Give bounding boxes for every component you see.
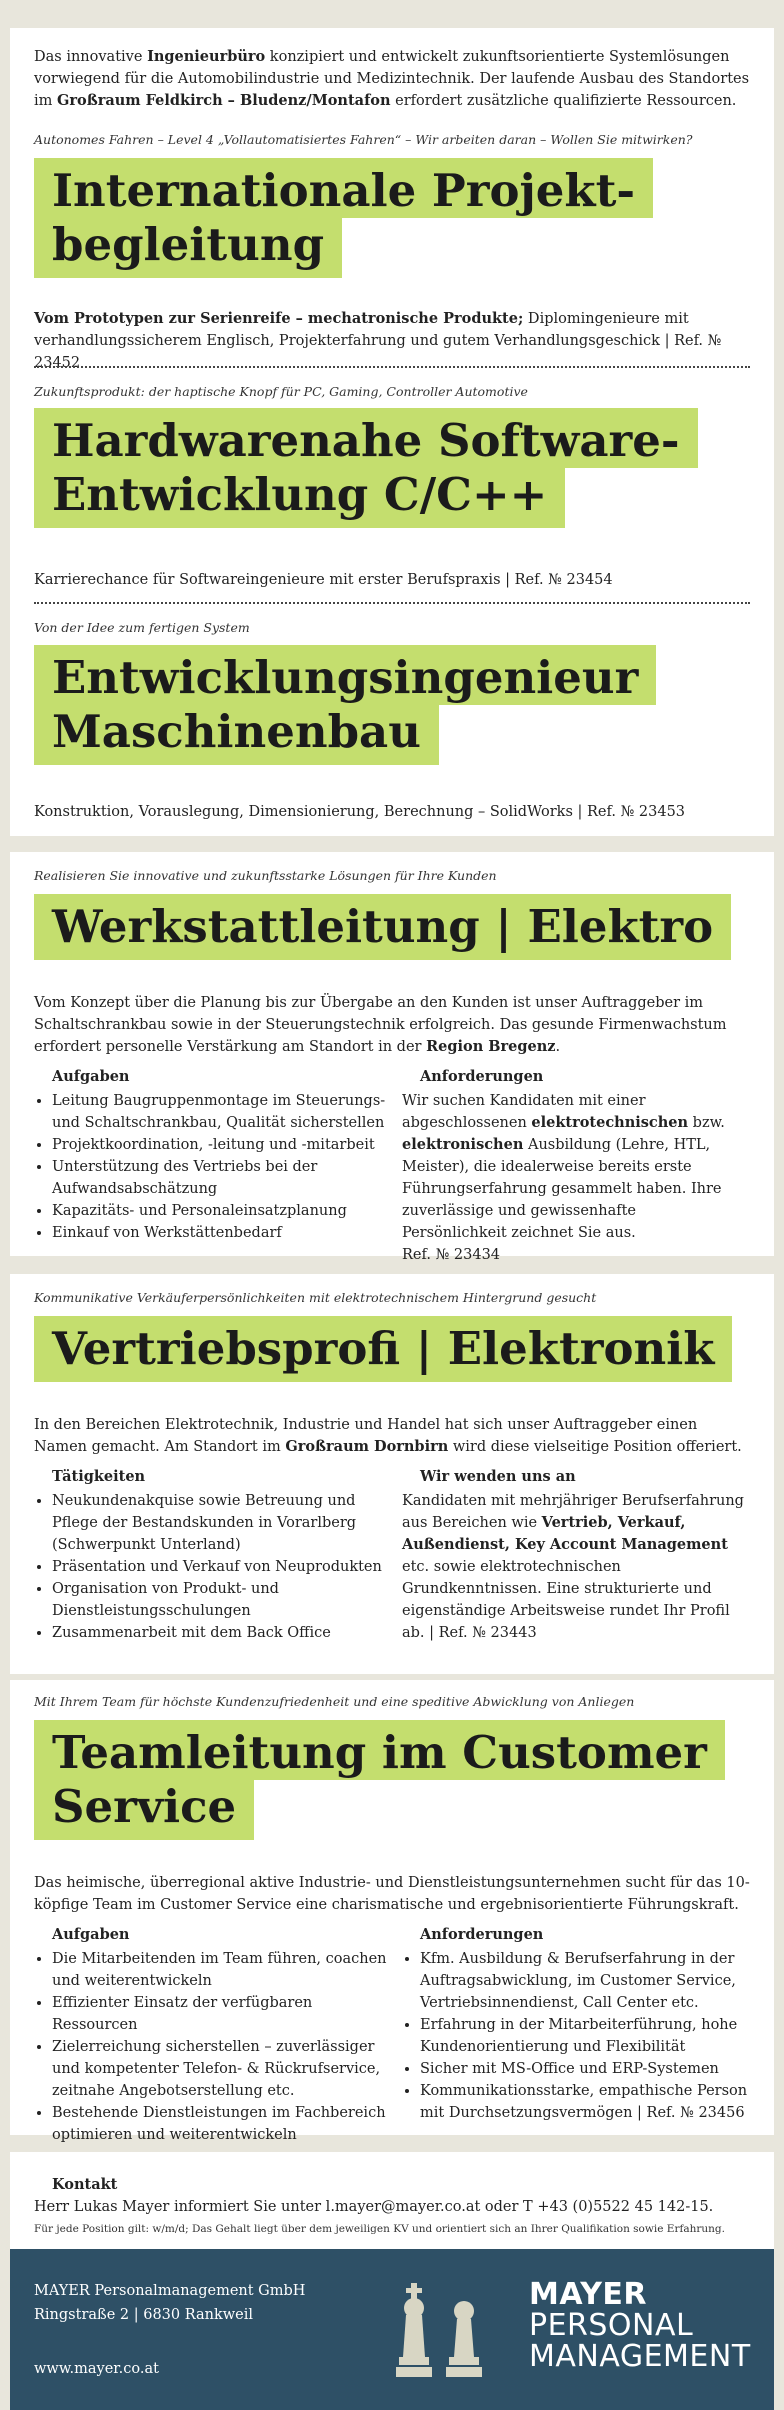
job5-activities: Tätigkeiten • Neukundenakquise sowie Betreuung und Pflege der Bestandskunden in Vorarlberg (Schwerpunkt Unterland) • Präsentation und Verkauf von Neuprodukten • Organisation von Produkt- und Dienstleistungsschulungen • Zusammenarbeit mit dem Back Office [34,1466,394,1644]
list-item: • Effizienter Einsatz der verfügbaren Ressourcen [52,1992,394,2036]
company-address: Ringstraße 2 | 6830 Rankweil [34,2307,254,2323]
logo-personal: PERSONAL [529,2308,694,2343]
job4-title: Werkstattleitung | Elektro [34,894,731,960]
top-band [0,0,784,28]
intro-text: Das innovative Ingenieurbüro konzipiert und entwickelt zukunftsorientierte Systemlösungen vorwiegend für die Automobilindustrie und Medizintechnik. Der laufende Ausbau des Standortes im Großraum Feldkirch – Bludenz/Montafon erfordert zusätzliche qualifizierte Ressourcen. [34,48,750,109]
contact-heading: Kontakt [52,2176,118,2193]
list-item: • Kapazitäts- und Personaleinsatzplanung [52,1200,394,1222]
list-item: • Einkauf von Werkstättenbedarf [52,1222,394,1244]
job3-title: Entwicklungsingenieur Maschinenbau [34,645,656,765]
job4-subtitle: Realisieren Sie innovative und zukunftsstarke Lösungen für Ihre Kunden [34,868,497,883]
list-item: • Die Mitarbeitenden im Team führen, coachen und weiterentwickeln [52,1948,394,1992]
divider [34,602,750,604]
logo-mayer: MAYER [529,2277,648,2312]
job4-intro: Vom Konzept über die Planung bis zur Übergabe an den Kunden ist unser Auftraggeber im Schaltschrankbau sowie in der Steuerungstechnik erfolgreich. Das gesunde Firmenwachstum erfordert personelle Verstärkung am Standort in der Region Bregenz. [34,995,727,1055]
contact-line: Herr Lukas Mayer informiert Sie unter l.mayer@mayer.co.at oder T +43 (0)5522 45 142-15. [34,2199,714,2215]
section-engineering [10,28,774,836]
list-item: • Erfahrung in der Mitarbeiterführung, hohe Kundenorientierung und Flexibilität [420,2014,752,2058]
section-vertriebsprofi [10,1274,774,1674]
list-item: • Sicher mit MS-Office und ERP-Systemen [420,2058,752,2080]
job6-requirements: Anforderungen • Kfm. Ausbildung & Berufserfahrung in der Auftragsabwicklung, im Customer Service, Vertriebsinnendienst, Call Center etc. • Erfahrung in der Mitarbeiterführung, hohe Kundenorientierung und Flexibilität • Sicher mit MS-Office und ERP-Systemen • Kommunikationsstarke, empathische Person mit Durchsetzungsvermögen | Ref. № 23456 [402,1924,752,2124]
list-item: • Kfm. Ausbildung & Berufserfahrung in der Auftragsabwicklung, im Customer Service, Vertriebsinnendienst, Call Center etc. [420,1948,752,2014]
list-item: • Leitung Baugruppenmontage im Steuerungs- und Schaltschrankbau, Qualität sicherstellen [52,1090,394,1134]
chess-pieces-icon [394,2281,494,2381]
footer [10,2249,774,2410]
job2-title: Hardwarenahe Software- Entwicklung C/C++ [34,408,698,528]
list-item: • Unterstützung des Vertriebs bei der Aufwandsabschätzung [52,1156,394,1200]
list-item: • Organisation von Produkt- und Dienstleistungsschulungen [52,1578,394,1622]
job6-subtitle: Mit Ihrem Team für höchste Kundenzufriedenheit und eine speditive Abwicklung von Anliegen [34,1694,635,1709]
job6-intro: Das heimische, überregional aktive Industrie- und Dienstleistungsunternehmen sucht für das 10-köpfige Team im Customer Service eine charismatische und ergebnisorientierte Führungskraft. [34,1875,750,1913]
job5-title: Vertriebsprofi | Elektronik [34,1316,732,1382]
section-werkstattleitung [10,852,774,1263]
list-item: • Präsentation und Verkauf von Neuprodukten [52,1556,394,1578]
job1-subtitle: Autonomes Fahren – Level 4 „Vollautomatisiertes Fahren“ – Wir arbeiten daran – Wollen Sie mitwirken? [34,132,693,147]
job6-tasks: Aufgaben • Die Mitarbeitenden im Team führen, coachen und weiterentwickeln • Effizienter Einsatz der verfügbaren Ressourcen • Zielerreichung sicherstellen – zuverlässiger und kompetenter Telefon- & Rückrufservice, zeitnahe Angebotserstellung etc. • Bestehende Dienstleistungen im Fachbereich optimieren und weiterentwickeln [34,1924,394,2146]
job3-subtitle: Von der Idee zum fertigen System [34,620,250,635]
contact-note: Für jede Position gilt: w/m/d; Das Gehalt liegt über dem jeweiligen KV und orientiert sich an Ihrer Qualifikation sowie Erfahrung. [34,2223,725,2235]
job2-subtitle: Zukunftsprodukt: der haptische Knopf für PC, Gaming, Controller Automotive [34,384,528,399]
divider [34,366,750,368]
job5-subtitle: Kommunikative Verkäuferpersönlichkeiten mit elektrotechnischem Hintergrund gesucht [34,1290,597,1305]
company-website[interactable]: www.mayer.co.at [34,2361,159,2377]
job2-text: Karrierechance für Softwareingenieure mit erster Berufspraxis | Ref. № 23454 [34,572,613,588]
job3-text: Konstruktion, Vorauslegung, Dimensionierung, Berechnung – SolidWorks | Ref. № 23453 [34,804,686,820]
list-item: • Zielerreichung sicherstellen – zuverlässiger und kompetenter Telefon- & Rückrufservice, zeitnahe Angebotserstellung etc. [52,2036,394,2102]
section-contact [10,2152,774,2249]
job4-tasks: Aufgaben • Leitung Baugruppenmontage im Steuerungs- und Schaltschrankbau, Qualität sicherstellen • Projektkoordination, -leitung und -mitarbeit • Unterstützung des Vertriebs bei der Aufwandsabschätzung • Kapazitäts- und Personaleinsatzplanung • Einkauf von Werkstättenbedarf [34,1066,394,1244]
job1-text: Vom Prototypen zur Serienreife – mechatronische Produkte; Diplomingenieure mit verhandlungssicherem Englisch, Projekterfahrung und gutem Verhandlungsgeschick | Ref. № 23452 [34,310,722,371]
list-item: • Bestehende Dienstleistungen im Fachbereich optimieren und weiterentwickeln [52,2102,394,2146]
job1-title: Internationale Projekt- begleitung [34,158,653,278]
list-item: • Zusammenarbeit mit dem Back Office [52,1622,394,1644]
job4-requirements: Anforderungen Wir suchen Kandidaten mit einer abgeschlossenen elektrotechnischen bzw. elektronischen Ausbildung (Lehre, HTL, Meister), die idealerweise bereits erste Führungserfahrung gesammelt haben. Ihre zuverlässige und gewissenhafte Persönlichkeit zeichnet Sie aus. Ref. № 23434 [402,1068,725,1263]
list-item: • Neukundenakquise sowie Betreuung und Pflege der Bestandskunden in Vorarlberg (Schwerpunkt Unterland) [52,1490,394,1556]
job6-title: Teamleitung im Customer Service [34,1720,725,1840]
list-item: • Projektkoordination, -leitung und -mitarbeit [52,1134,394,1156]
section-teamleitung [10,1680,774,2143]
company-name: MAYER Personalmanagement GmbH [34,2283,306,2299]
list-item: • Kommunikationsstarke, empathische Person mit Durchsetzungsvermögen | Ref. № 23456 [420,2080,752,2124]
logo-management: MANAGEMENT [529,2339,751,2374]
job5-profile: Wir wenden uns an Kandidaten mit mehrjähriger Berufserfahrung aus Bereichen wie Vertrieb, Verkauf, Außendienst, Key Account Management etc. sowie elektrotechnischen Grundkenntnissen. Eine strukturierte und eigenständige Arbeitsweise rundet Ihr Profil ab. | Ref. № 23443 [402,1468,744,1641]
job5-intro: In den Bereichen Elektrotechnik, Industrie und Handel hat sich unser Auftraggeber einen Namen gemacht. Am Standort im Großraum Dornbirn wird diese vielseitige Position offeriert. [34,1417,742,1455]
